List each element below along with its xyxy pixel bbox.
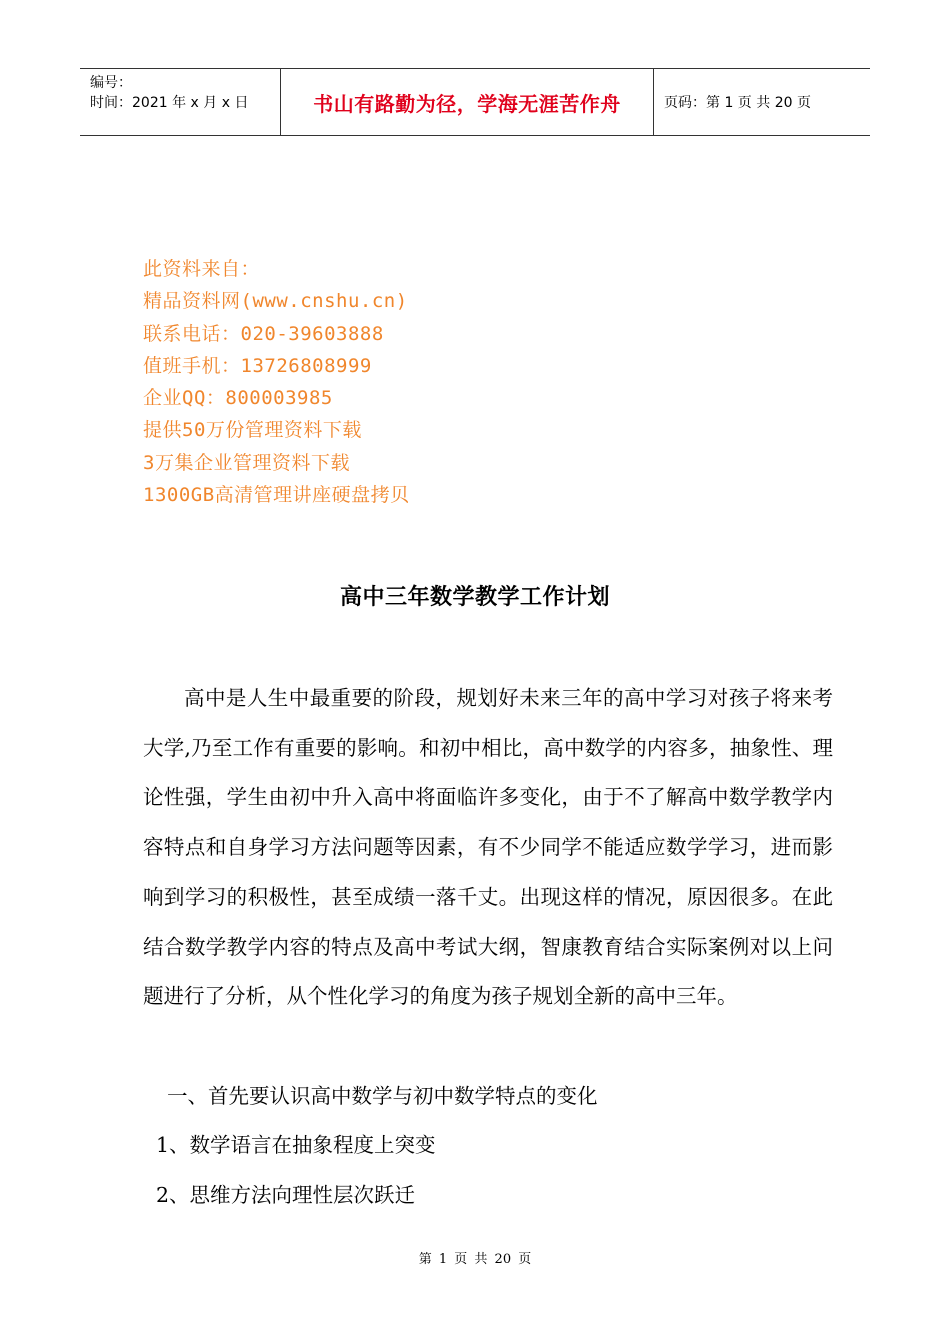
source-line: 提供50万份管理资料下载 [143,419,362,442]
header-page-info: 页码：第 1 页 共 20 页 [664,95,811,111]
document-number-label: 编号： [90,75,132,91]
source-line: 3万集企业管理资料下载 [143,451,350,474]
source-mobile: 值班手机：13726808999 [143,354,372,377]
list-item: 2、思维方法向理性层次跃迁 [156,1183,416,1207]
section-heading: 一、首先要认识高中数学与初中数学特点的变化 [167,1084,598,1108]
document-title: 高中三年数学教学工作计划 [339,585,610,610]
source-line: 1300GB高清管理讲座硬盘拷贝 [143,484,410,507]
source-info-block [143,253,410,511]
header-motto: 书山有路勤为径，学海无涯苦作舟 [281,69,654,135]
document-header [80,68,870,136]
source-line: 此资料来自： [143,258,261,280]
intro-paragraph: 高中是人生中最重要的阶段，规划好未来三年的高中学习对孩子将来考大学,乃至工作有重要的影响。和初中相比，高中数学的内容多，抽象性、理论性强，学生由初中升入高中将面临许多变化，由于不了解高中数学教学内容特点和自身学习方法问题等因素，有不少同学不能适应数学学习，进而影响到学习的积极性，甚至成绩一落千丈。出现这样的情况，原因很多。在此结合数学教学内容的特点及高中考试大纲，智康教育结合实际案例对以上问题进行了分析，从个性化学习的角度为孩子规划全新的高中三年。 [143,686,833,1009]
document-date: 时间：2021 年 x 月 x 日 [90,95,249,111]
source-website: 精品资料网(www.cnshu.cn) [143,290,408,313]
list-item: 1、数学语言在抽象程度上突变 [156,1133,436,1157]
header-meta-cell [80,69,281,135]
page-footer: 第 1 页 共 20 页 [418,1252,532,1267]
source-qq: 企业QQ：800003985 [143,387,333,410]
source-phone: 联系电话：020-39603888 [143,322,384,345]
